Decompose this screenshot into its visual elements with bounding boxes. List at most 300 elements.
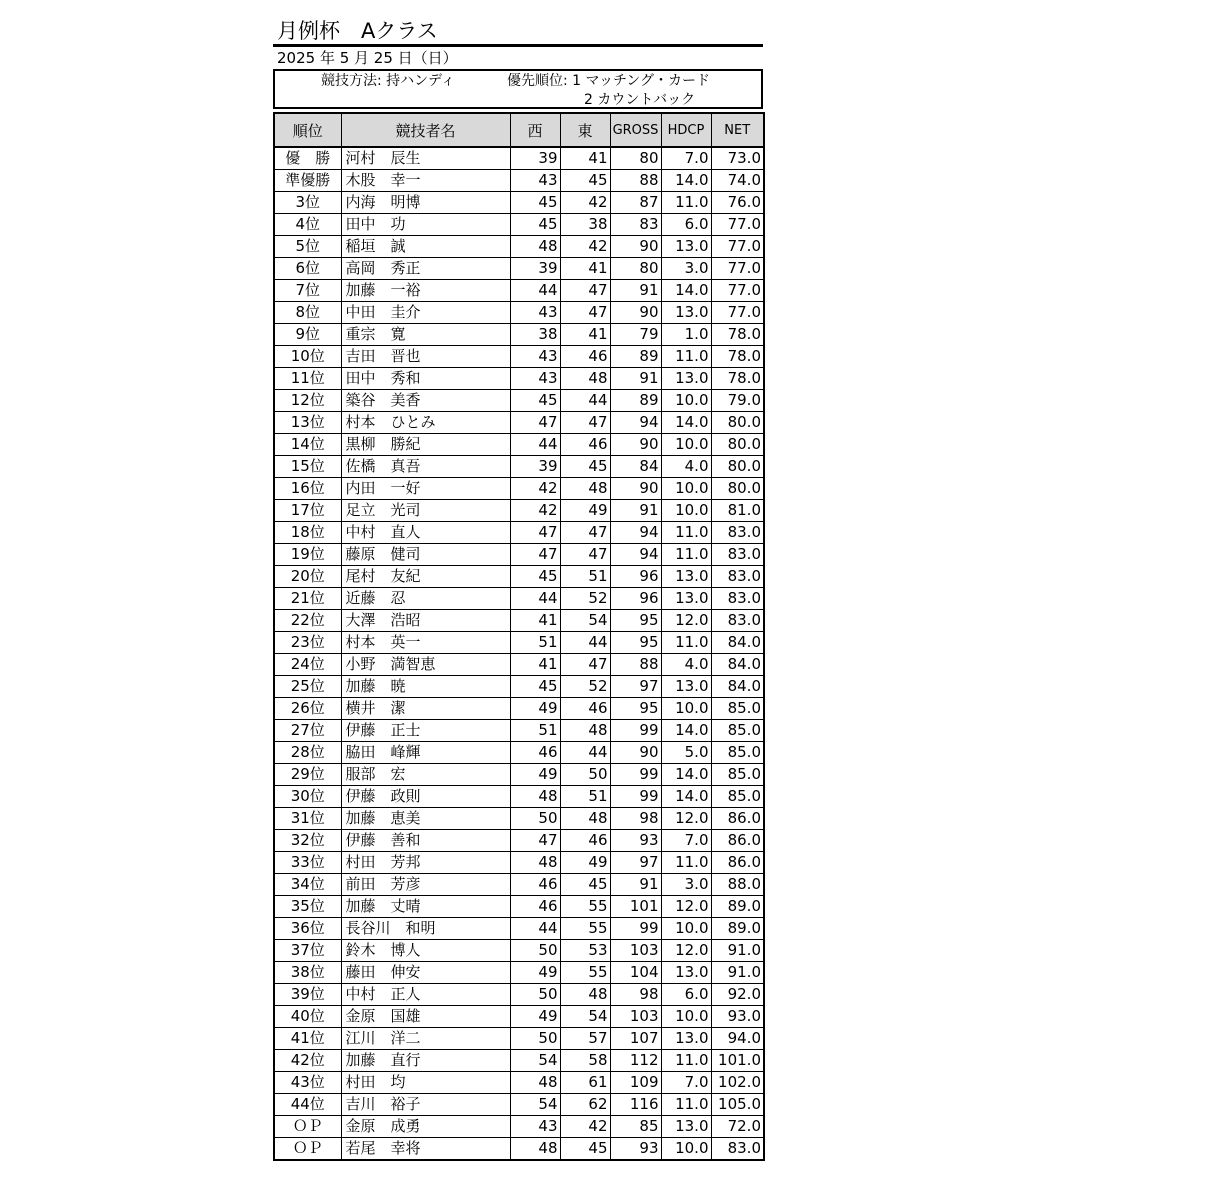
west-score-cell: 48: [510, 236, 560, 258]
hdcp-cell: 13.0: [661, 236, 711, 258]
net-score-cell: 84.0: [711, 654, 764, 676]
net-score-cell: 86.0: [711, 808, 764, 830]
hdcp-cell: 14.0: [661, 412, 711, 434]
rank-cell: ＯＰ: [274, 1138, 341, 1161]
net-score-cell: 79.0: [711, 390, 764, 412]
east-score-cell: 46: [560, 830, 610, 852]
header-rank: 順位: [274, 113, 341, 147]
west-score-cell: 48: [510, 852, 560, 874]
player-name-cell: 服部 宏: [341, 764, 510, 786]
player-name-cell: 中田 圭介: [341, 302, 510, 324]
rank-cell: 6位: [274, 258, 341, 280]
gross-score-cell: 104: [610, 962, 661, 984]
east-score-cell: 47: [560, 654, 610, 676]
rank-cell: 8位: [274, 302, 341, 324]
table-row: [274, 698, 764, 720]
net-score-cell: 86.0: [711, 852, 764, 874]
player-name-cell: 伊藤 善和: [341, 830, 510, 852]
rank-cell: 準優勝: [274, 170, 341, 192]
east-score-cell: 47: [560, 544, 610, 566]
west-score-cell: 48: [510, 1138, 560, 1161]
east-score-cell: 41: [560, 258, 610, 280]
rank-cell: 7位: [274, 280, 341, 302]
west-score-cell: 43: [510, 368, 560, 390]
east-score-cell: 48: [560, 984, 610, 1006]
west-score-cell: 49: [510, 698, 560, 720]
hdcp-cell: 14.0: [661, 764, 711, 786]
player-name-cell: 中村 直人: [341, 522, 510, 544]
table-row: [274, 654, 764, 676]
east-score-cell: 51: [560, 786, 610, 808]
results-table: [273, 112, 765, 1161]
west-score-cell: 44: [510, 588, 560, 610]
net-score-cell: 78.0: [711, 368, 764, 390]
net-score-cell: 83.0: [711, 522, 764, 544]
west-score-cell: 47: [510, 522, 560, 544]
gross-score-cell: 95: [610, 698, 661, 720]
net-score-cell: 83.0: [711, 610, 764, 632]
gross-score-cell: 98: [610, 808, 661, 830]
gross-score-cell: 99: [610, 720, 661, 742]
rank-cell: 41位: [274, 1028, 341, 1050]
net-score-cell: 73.0: [711, 147, 764, 170]
rank-cell: 13位: [274, 412, 341, 434]
gross-score-cell: 116: [610, 1094, 661, 1116]
rank-cell: 30位: [274, 786, 341, 808]
hdcp-cell: 6.0: [661, 984, 711, 1006]
competition-method-box: [273, 69, 763, 109]
table-row: [274, 1006, 764, 1028]
east-score-cell: 61: [560, 1072, 610, 1094]
header-net: NET: [711, 113, 764, 147]
player-name-cell: 黒柳 勝紀: [341, 434, 510, 456]
west-score-cell: 50: [510, 984, 560, 1006]
player-name-cell: 脇田 峰輝: [341, 742, 510, 764]
east-score-cell: 48: [560, 720, 610, 742]
gross-score-cell: 109: [610, 1072, 661, 1094]
east-score-cell: 45: [560, 170, 610, 192]
west-score-cell: 43: [510, 346, 560, 368]
player-name-cell: 村本 英一: [341, 632, 510, 654]
net-score-cell: 91.0: [711, 940, 764, 962]
east-score-cell: 45: [560, 456, 610, 478]
header-hdcp: HDCP: [661, 113, 711, 147]
west-score-cell: 49: [510, 962, 560, 984]
east-score-cell: 55: [560, 918, 610, 940]
player-name-cell: 築谷 美香: [341, 390, 510, 412]
table-row: [274, 610, 764, 632]
table-row: [274, 412, 764, 434]
east-score-cell: 41: [560, 324, 610, 346]
west-score-cell: 42: [510, 500, 560, 522]
east-score-cell: 50: [560, 764, 610, 786]
west-score-cell: 46: [510, 742, 560, 764]
gross-score-cell: 91: [610, 874, 661, 896]
player-name-cell: 重宗 寛: [341, 324, 510, 346]
gross-score-cell: 89: [610, 346, 661, 368]
east-score-cell: 55: [560, 896, 610, 918]
table-row: [274, 1072, 764, 1094]
table-row: [274, 1094, 764, 1116]
player-name-cell: 江川 洋二: [341, 1028, 510, 1050]
hdcp-cell: 6.0: [661, 214, 711, 236]
table-row: [274, 896, 764, 918]
net-score-cell: 77.0: [711, 302, 764, 324]
rank-cell: 11位: [274, 368, 341, 390]
player-name-cell: 加藤 暁: [341, 676, 510, 698]
gross-score-cell: 101: [610, 896, 661, 918]
rank-cell: 44位: [274, 1094, 341, 1116]
net-score-cell: 80.0: [711, 456, 764, 478]
hdcp-cell: 13.0: [661, 1028, 711, 1050]
table-row: [274, 214, 764, 236]
hdcp-cell: 10.0: [661, 698, 711, 720]
west-score-cell: 48: [510, 786, 560, 808]
east-score-cell: 54: [560, 610, 610, 632]
player-name-cell: 吉川 裕子: [341, 1094, 510, 1116]
gross-score-cell: 79: [610, 324, 661, 346]
rank-cell: 37位: [274, 940, 341, 962]
player-name-cell: 横井 潔: [341, 698, 510, 720]
header-gross: GROSS: [610, 113, 661, 147]
net-score-cell: 85.0: [711, 720, 764, 742]
gross-score-cell: 91: [610, 280, 661, 302]
rank-cell: 20位: [274, 566, 341, 588]
west-score-cell: 45: [510, 390, 560, 412]
player-name-cell: 木股 幸一: [341, 170, 510, 192]
table-row: [274, 632, 764, 654]
rank-cell: 40位: [274, 1006, 341, 1028]
east-score-cell: 49: [560, 500, 610, 522]
rank-cell: 9位: [274, 324, 341, 346]
player-name-cell: 河村 辰生: [341, 147, 510, 170]
east-score-cell: 52: [560, 588, 610, 610]
rank-cell: 28位: [274, 742, 341, 764]
rank-cell: 16位: [274, 478, 341, 500]
table-row: [274, 1116, 764, 1138]
player-name-cell: 高岡 秀正: [341, 258, 510, 280]
west-score-cell: 44: [510, 280, 560, 302]
player-name-cell: 若尾 幸将: [341, 1138, 510, 1161]
gross-score-cell: 103: [610, 1006, 661, 1028]
rank-cell: 21位: [274, 588, 341, 610]
gross-score-cell: 88: [610, 654, 661, 676]
table-row: [274, 742, 764, 764]
player-name-cell: 尾村 友紀: [341, 566, 510, 588]
rank-cell: 14位: [274, 434, 341, 456]
gross-score-cell: 84: [610, 456, 661, 478]
net-score-cell: 85.0: [711, 698, 764, 720]
hdcp-cell: 12.0: [661, 940, 711, 962]
hdcp-cell: 14.0: [661, 280, 711, 302]
table-row: [274, 192, 764, 214]
east-score-cell: 57: [560, 1028, 610, 1050]
west-score-cell: 54: [510, 1094, 560, 1116]
player-name-cell: 内田 一好: [341, 478, 510, 500]
event-date: 2025 年 5 月 25 日（日）: [277, 49, 458, 67]
hdcp-cell: 11.0: [661, 1094, 711, 1116]
net-score-cell: 84.0: [711, 676, 764, 698]
table-row: [274, 346, 764, 368]
west-score-cell: 39: [510, 456, 560, 478]
table-row: [274, 236, 764, 258]
rank-cell: 35位: [274, 896, 341, 918]
net-score-cell: 84.0: [711, 632, 764, 654]
table-row: [274, 302, 764, 324]
table-row: [274, 786, 764, 808]
net-score-cell: 85.0: [711, 786, 764, 808]
player-name-cell: 鈴木 博人: [341, 940, 510, 962]
table-row: [274, 764, 764, 786]
gross-score-cell: 103: [610, 940, 661, 962]
west-score-cell: 41: [510, 654, 560, 676]
hdcp-cell: 12.0: [661, 896, 711, 918]
east-score-cell: 45: [560, 1138, 610, 1161]
player-name-cell: 長谷川 和明: [341, 918, 510, 940]
player-name-cell: 内海 明博: [341, 192, 510, 214]
gross-score-cell: 80: [610, 258, 661, 280]
player-name-cell: 中村 正人: [341, 984, 510, 1006]
gross-score-cell: 88: [610, 170, 661, 192]
table-row: [274, 676, 764, 698]
table-row: [274, 434, 764, 456]
gross-score-cell: 90: [610, 742, 661, 764]
west-score-cell: 44: [510, 434, 560, 456]
east-score-cell: 41: [560, 147, 610, 170]
rank-cell: 26位: [274, 698, 341, 720]
net-score-cell: 72.0: [711, 1116, 764, 1138]
west-score-cell: 54: [510, 1050, 560, 1072]
rank-cell: 32位: [274, 830, 341, 852]
hdcp-cell: 11.0: [661, 1050, 711, 1072]
net-score-cell: 85.0: [711, 742, 764, 764]
gross-score-cell: 90: [610, 478, 661, 500]
west-score-cell: 50: [510, 940, 560, 962]
net-score-cell: 81.0: [711, 500, 764, 522]
rank-cell: 12位: [274, 390, 341, 412]
east-score-cell: 53: [560, 940, 610, 962]
header-west: 西: [510, 113, 560, 147]
hdcp-cell: 13.0: [661, 302, 711, 324]
player-name-cell: 伊藤 正士: [341, 720, 510, 742]
gross-score-cell: 94: [610, 522, 661, 544]
gross-score-cell: 96: [610, 566, 661, 588]
rank-cell: 18位: [274, 522, 341, 544]
gross-score-cell: 97: [610, 676, 661, 698]
rank-cell: 3位: [274, 192, 341, 214]
table-row: [274, 258, 764, 280]
west-score-cell: 50: [510, 808, 560, 830]
hdcp-cell: 10.0: [661, 390, 711, 412]
table-row: [274, 588, 764, 610]
table-row: [274, 566, 764, 588]
east-score-cell: 42: [560, 1116, 610, 1138]
west-score-cell: 48: [510, 1072, 560, 1094]
page-title: 月例杯 Aクラス: [273, 18, 763, 47]
hdcp-cell: 11.0: [661, 632, 711, 654]
hdcp-cell: 3.0: [661, 874, 711, 896]
hdcp-cell: 14.0: [661, 786, 711, 808]
gross-score-cell: 83: [610, 214, 661, 236]
player-name-cell: 田中 秀和: [341, 368, 510, 390]
player-name-cell: 稲垣 誠: [341, 236, 510, 258]
table-row: [274, 808, 764, 830]
west-score-cell: 45: [510, 214, 560, 236]
table-row: [274, 720, 764, 742]
method-label: 競技方法: 持ハンディ: [321, 73, 456, 89]
net-score-cell: 80.0: [711, 412, 764, 434]
east-score-cell: 47: [560, 522, 610, 544]
gross-score-cell: 96: [610, 588, 661, 610]
table-row: [274, 324, 764, 346]
west-score-cell: 51: [510, 720, 560, 742]
east-score-cell: 45: [560, 874, 610, 896]
east-score-cell: 38: [560, 214, 610, 236]
priority-second: 2 カウントバック: [584, 92, 696, 108]
rank-cell: 23位: [274, 632, 341, 654]
gross-score-cell: 93: [610, 1138, 661, 1161]
rank-cell: 29位: [274, 764, 341, 786]
east-score-cell: 51: [560, 566, 610, 588]
east-score-cell: 44: [560, 632, 610, 654]
results-sheet: [273, 18, 763, 1161]
east-score-cell: 52: [560, 676, 610, 698]
hdcp-cell: 13.0: [661, 368, 711, 390]
west-score-cell: 43: [510, 1116, 560, 1138]
net-score-cell: 91.0: [711, 962, 764, 984]
table-row: [274, 368, 764, 390]
net-score-cell: 83.0: [711, 544, 764, 566]
east-score-cell: 48: [560, 808, 610, 830]
table-row: [274, 962, 764, 984]
player-name-cell: 加藤 直行: [341, 1050, 510, 1072]
priority-label: 優先順位: 1 マッチング・カード: [507, 73, 710, 89]
hdcp-cell: 4.0: [661, 456, 711, 478]
player-name-cell: 小野 満智恵: [341, 654, 510, 676]
player-name-cell: 佐橋 真吾: [341, 456, 510, 478]
net-score-cell: 77.0: [711, 280, 764, 302]
rank-cell: 39位: [274, 984, 341, 1006]
west-score-cell: 43: [510, 170, 560, 192]
hdcp-cell: 7.0: [661, 1072, 711, 1094]
table-row: [274, 918, 764, 940]
gross-score-cell: 90: [610, 302, 661, 324]
rank-cell: 17位: [274, 500, 341, 522]
player-name-cell: 伊藤 政則: [341, 786, 510, 808]
gross-score-cell: 93: [610, 830, 661, 852]
gross-score-cell: 95: [610, 610, 661, 632]
player-name-cell: 金原 国雄: [341, 1006, 510, 1028]
east-score-cell: 58: [560, 1050, 610, 1072]
gross-score-cell: 85: [610, 1116, 661, 1138]
player-name-cell: 藤田 伸安: [341, 962, 510, 984]
player-name-cell: 加藤 丈晴: [341, 896, 510, 918]
hdcp-cell: 12.0: [661, 610, 711, 632]
hdcp-cell: 11.0: [661, 852, 711, 874]
player-name-cell: 村田 芳邦: [341, 852, 510, 874]
west-score-cell: 39: [510, 258, 560, 280]
net-score-cell: 89.0: [711, 918, 764, 940]
hdcp-cell: 7.0: [661, 147, 711, 170]
east-score-cell: 62: [560, 1094, 610, 1116]
hdcp-cell: 14.0: [661, 720, 711, 742]
net-score-cell: 83.0: [711, 1138, 764, 1161]
net-score-cell: 89.0: [711, 896, 764, 918]
gross-score-cell: 94: [610, 544, 661, 566]
net-score-cell: 83.0: [711, 588, 764, 610]
rank-cell: ＯＰ: [274, 1116, 341, 1138]
rank-cell: 27位: [274, 720, 341, 742]
gross-score-cell: 95: [610, 632, 661, 654]
gross-score-cell: 99: [610, 918, 661, 940]
player-name-cell: 近藤 忍: [341, 588, 510, 610]
east-score-cell: 42: [560, 236, 610, 258]
header-name: 競技者名: [341, 113, 510, 147]
hdcp-cell: 11.0: [661, 192, 711, 214]
west-score-cell: 45: [510, 676, 560, 698]
east-score-cell: 54: [560, 1006, 610, 1028]
hdcp-cell: 13.0: [661, 1116, 711, 1138]
table-row: [274, 147, 764, 170]
rank-cell: 10位: [274, 346, 341, 368]
player-name-cell: 藤原 健司: [341, 544, 510, 566]
west-score-cell: 50: [510, 1028, 560, 1050]
player-name-cell: 吉田 晋也: [341, 346, 510, 368]
table-row: [274, 170, 764, 192]
hdcp-cell: 7.0: [661, 830, 711, 852]
gross-score-cell: 98: [610, 984, 661, 1006]
net-score-cell: 102.0: [711, 1072, 764, 1094]
net-score-cell: 77.0: [711, 236, 764, 258]
player-name-cell: 加藤 一裕: [341, 280, 510, 302]
table-row: [274, 390, 764, 412]
hdcp-cell: 13.0: [661, 962, 711, 984]
net-score-cell: 80.0: [711, 434, 764, 456]
hdcp-cell: 3.0: [661, 258, 711, 280]
east-score-cell: 46: [560, 346, 610, 368]
player-name-cell: 足立 光司: [341, 500, 510, 522]
table-row: [274, 280, 764, 302]
net-score-cell: 93.0: [711, 1006, 764, 1028]
gross-score-cell: 87: [610, 192, 661, 214]
rank-cell: 24位: [274, 654, 341, 676]
rank-cell: 4位: [274, 214, 341, 236]
west-score-cell: 51: [510, 632, 560, 654]
east-score-cell: 46: [560, 698, 610, 720]
west-score-cell: 46: [510, 896, 560, 918]
rank-cell: 34位: [274, 874, 341, 896]
gross-score-cell: 99: [610, 764, 661, 786]
player-name-cell: 大澤 浩昭: [341, 610, 510, 632]
east-score-cell: 48: [560, 368, 610, 390]
hdcp-cell: 1.0: [661, 324, 711, 346]
player-name-cell: 加藤 恵美: [341, 808, 510, 830]
hdcp-cell: 10.0: [661, 918, 711, 940]
table-row: [274, 544, 764, 566]
gross-score-cell: 97: [610, 852, 661, 874]
player-name-cell: 前田 芳彦: [341, 874, 510, 896]
table-row: [274, 984, 764, 1006]
table-row: [274, 874, 764, 896]
rank-cell: 38位: [274, 962, 341, 984]
player-name-cell: 田中 功: [341, 214, 510, 236]
hdcp-cell: 12.0: [661, 808, 711, 830]
hdcp-cell: 10.0: [661, 1006, 711, 1028]
east-score-cell: 44: [560, 742, 610, 764]
hdcp-cell: 11.0: [661, 522, 711, 544]
west-score-cell: 41: [510, 610, 560, 632]
player-name-cell: 金原 成勇: [341, 1116, 510, 1138]
